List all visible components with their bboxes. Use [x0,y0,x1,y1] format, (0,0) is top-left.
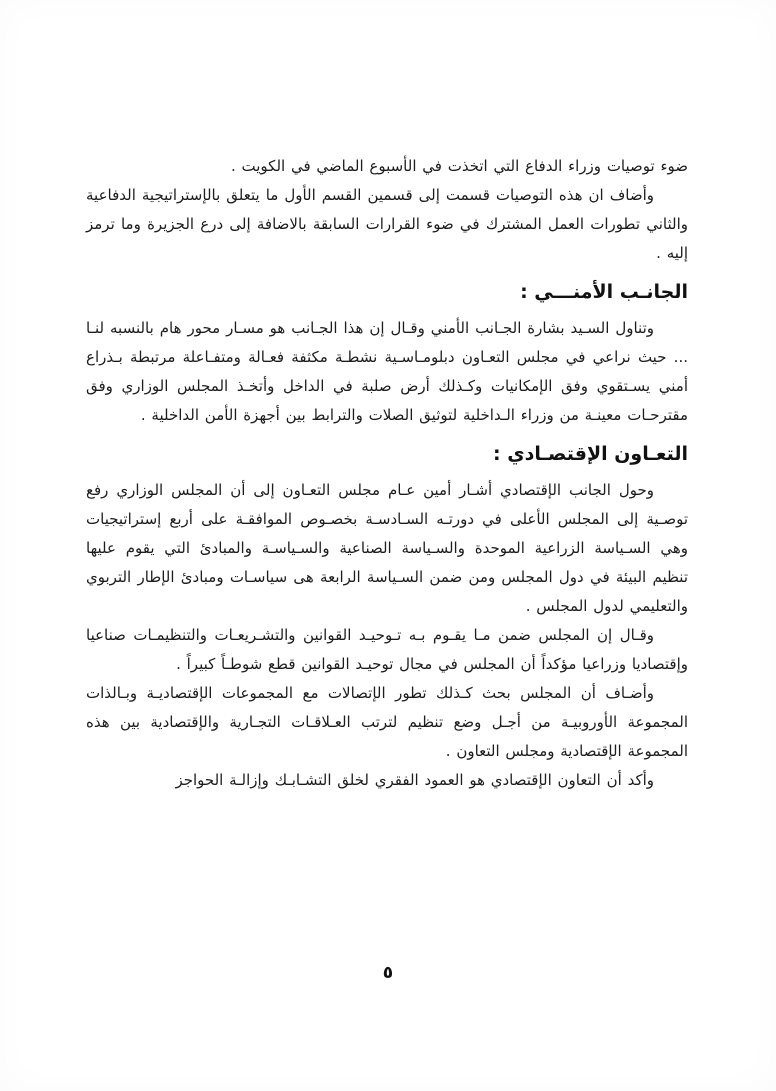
section-heading-economic: التعـاون الإقتصـادي : [493,443,688,465]
section-heading-security: الجانـب الأمنـــي : [520,281,688,303]
page-content [86,152,688,795]
paragraph: وقـال إن المجلس ضمن مـا يقـوم بـه تـوحيـد القوانين والتشـريعـات والتنظيمـات صناعيا وإقتصاديا وزراعيا مؤكداً أن المجلس في مجال توحيـد القوانين قطع شوطـاً كبيراً . [86,626,688,673]
paragraph: وتناول السـيد بشارة الجـانب الأمني وقـال إن هذا الجـانب هو مسـار محور هام بالنسبه لنـا ... حيث نراعي في مجلس التعـاون دبلومـاسـية نشطـة مكثفة فعـالة ومتفـاعلة مرتبطة بـذراع أمني يسـتقوي وفق الإمكانيات وكـذلك أرض صلبة في الداخل وأتخـذ المجلس الوزاري وفق مقترحـات معينـة من وزراء الـداخلية لتوثيق الصلات والترابط بين أجهزة الأمن الداخلية . [86,319,688,424]
paragraph: وأكد أن التعاون الإقتصادي هو العمود الفقري لخلق التشـابـك وإزالـة الحواجز [175,771,654,789]
paragraph: وحول الجانب الإقتصادي أشـار أمين عـام مجلس التعـاون إلى أن المجلس الوزاري رفع توصـية إلى المجلس الأعلى في دورتـه السـادسـة بخصـوص الموافقـة على أربع إستراتيجيات وهي السـياسة الزراعية الموحدة والسـياسة الصناعية والسـياسـة والمبادئ التي يقوم عليها تنظيم البيئة في دول المجلس ومن ضمن السـياسة الرابعة هى سياسـات ومبادئ الإطار التربوي والتعليمي لدول المجلس . [86,481,688,615]
paragraph: وأضاف ان هذه التوصيات قسمت إلى قسمين القسم الأول ما يتعلق بالإستراتيجية الدفاعية والثاني تطورات العمل المشترك في ضوء القرارات السابقة بالاضافة إلى درع الجزيرة وما ترمز إليه . [86,186,688,262]
page-number: ٥ [382,963,394,983]
paragraph-continuation: ضوء توصيات وزراء الدفاع التي اتخذت في الأسبوع الماضي في الكويت . [230,157,688,175]
paragraph: وأضـاف أن المجلس بحث كـذلك تطور الإتصالات مع المجموعات الإقتصاديـة وبـالذات المجموعة الأوروبيـة من أجـل وضع تنظيم لترتب العـلاقـات التجـارية والإقتصادية بين هذه المجموعة الإقتصادية ومجلس التعاون . [86,684,688,760]
